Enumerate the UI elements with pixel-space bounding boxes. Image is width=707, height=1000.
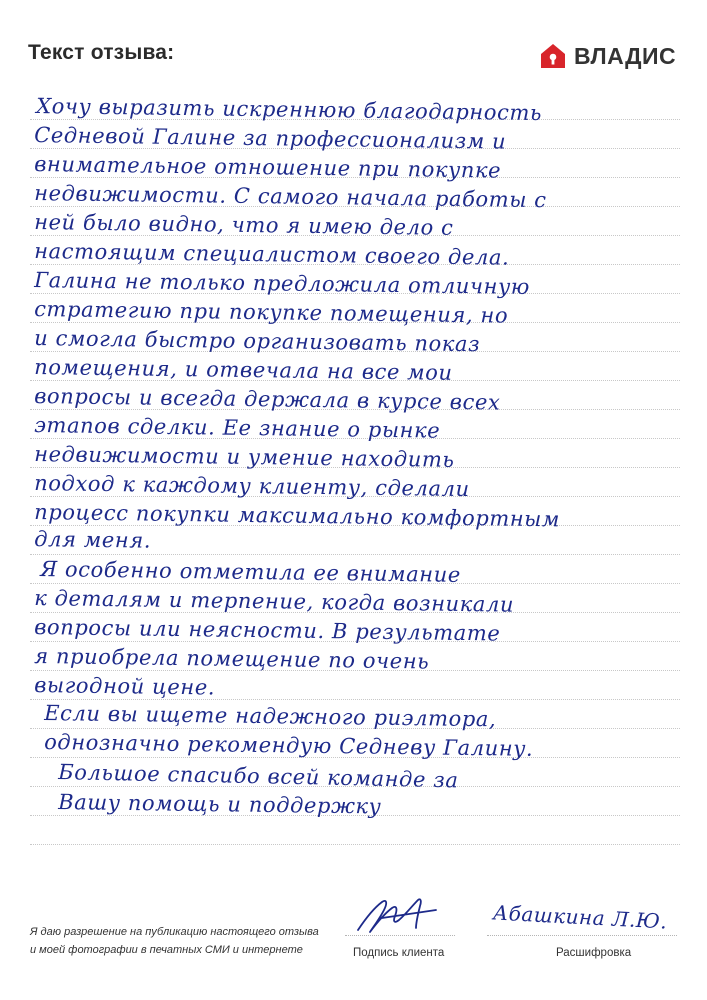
ruled-line	[30, 844, 680, 845]
review-line: Я особенно отметила ее внимание	[40, 557, 462, 587]
review-line: Вашу помощь и поддержку	[58, 790, 382, 819]
signature-label: Подпись клиента	[353, 947, 445, 959]
review-line: ней было видно, что я имею дело с	[34, 210, 454, 240]
review-line: недвижимости и умение находить	[34, 442, 455, 472]
review-line: вопросы и всегда держала в курсе всех	[34, 384, 501, 415]
signature-underline	[345, 935, 455, 936]
consent-line: Я даю разрешение на публикацию настоящего отзыва	[30, 926, 319, 938]
decryption-underline	[487, 935, 677, 936]
review-line: Если вы ищете надежного риэлтора,	[44, 701, 497, 732]
review-line: этапов сделки. Ее знание о рынке	[34, 413, 441, 443]
review-line: Хочу выразить искреннюю благодарность	[36, 94, 543, 126]
page-title: Текст отзыва:	[28, 41, 175, 64]
review-line: Галина не только предложила отличную	[34, 268, 531, 299]
review-line: и смогла быстро организовать показ	[34, 326, 481, 357]
publication-consent	[30, 923, 350, 959]
review-line: к деталям и терпение, когда возникали	[34, 586, 515, 617]
review-line: Седневой Галине за профессионализм и	[34, 123, 507, 154]
review-line: вопросы или неясности. В результате	[34, 615, 501, 646]
house-keyhole-icon	[540, 43, 566, 69]
review-line: стратегию при покупке помещения, но	[34, 297, 509, 328]
brand-logo	[540, 41, 676, 71]
review-line: процесс покупки максимально комфортным	[34, 500, 561, 532]
review-line: Большое спасибо всей команде за	[58, 760, 459, 793]
decryption-label: Расшифровка	[556, 947, 632, 959]
review-line: настоящим специалистом своего дела.	[34, 239, 510, 270]
review-line: однозначно рекомендую Седневу Галину.	[44, 730, 534, 761]
ruled-line	[30, 554, 680, 555]
review-line: недвижимости. С самого начала работы с	[34, 181, 547, 213]
review-line: для меня.	[34, 527, 152, 553]
review-line: внимательное отношение при покупке	[34, 152, 502, 183]
signature-decryption: Абашкина Л.Ю.	[492, 900, 668, 934]
review-line: выгодной цене.	[34, 673, 216, 700]
ruled-line	[30, 699, 680, 700]
review-line: подход к каждому клиенту, сделали	[34, 471, 470, 502]
consent-line: и моей фотографии в печатных СМИ и интернете	[30, 944, 303, 956]
review-line: помещения, и отвечала на все мои	[34, 355, 453, 385]
logo-text: ВЛАДИС	[574, 42, 677, 69]
review-line: я приобрела помещение по очень	[34, 644, 430, 674]
